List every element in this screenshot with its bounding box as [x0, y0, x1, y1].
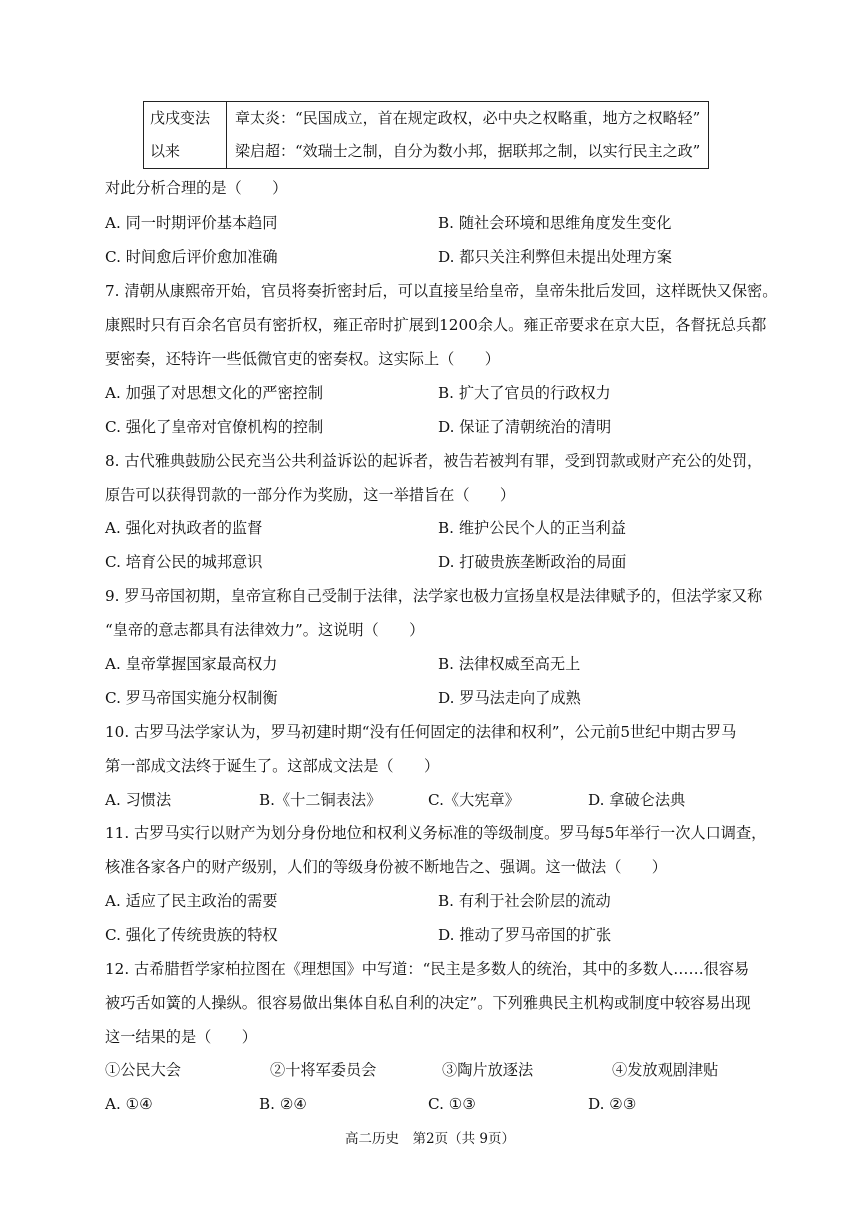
era-line: 戊戌变法 — [150, 109, 211, 127]
q7-option-d: D. 保证了清朝统治的清明 — [438, 418, 612, 436]
q12-item-2: ②十将军委员会 — [270, 1061, 377, 1079]
q9-option-d: D. 罗马法走向了成熟 — [438, 689, 581, 707]
q6-option-d: D. 都只关注利弊但未提出处理方案 — [438, 248, 672, 266]
q12-option-d: D. ②③ — [588, 1095, 637, 1113]
q11-stem-line: 核准各家各户的财产级别，人们的等级身份被不断地告之、强调。这一做法（ ） — [105, 858, 667, 876]
q11-option-d: D. 推动了罗马帝国的扩张 — [438, 926, 612, 944]
quote-zhang: 章太炎：“民国成立，首在规定政权，必中央之权略重，地方之权略轻” — [235, 109, 701, 127]
q6-option-b: B. 随社会环境和思维角度发生变化 — [438, 214, 672, 232]
q9-option-b: B. 法律权威至高无上 — [438, 655, 581, 673]
q10-option-a: A. 习惯法 — [105, 791, 172, 809]
q9-option-a: A. 皇帝掌握国家最高权力 — [105, 655, 278, 673]
q7-stem-line: 康熙时只有百余名官员有密折权，雍正帝时扩展到1200余人。雍正帝要求在京大臣，各督抚总兵都 — [105, 316, 767, 334]
q8-option-a: A. 强化对执政者的监督 — [105, 519, 263, 537]
era-cell — [144, 102, 227, 169]
q9-stem-line: “皇帝的意志都具有法律效力”。这说明（ ） — [105, 621, 425, 639]
q12-stem-line: 这一结果的是（ ） — [105, 1028, 257, 1046]
q7-option-c: C. 强化了皇帝对官僚机构的控制 — [105, 418, 324, 436]
q9-stem-line: 9. 罗马帝国初期，皇帝宣称自己受制于法律，法学家也极力宣扬皇权是法律赋予的，但法学家又称 — [105, 587, 763, 605]
q7-stem-line: 要密奏，还特许一些低微官吏的密奏权。这实际上（ ） — [105, 350, 500, 368]
q11-option-c: C. 强化了传统贵族的特权 — [105, 926, 278, 944]
q7-option-a: A. 加强了对思想文化的严密控制 — [105, 384, 324, 402]
q12-option-c: C. ①③ — [428, 1095, 476, 1113]
era-line: 以来 — [150, 142, 181, 160]
q7-stem-line: 7. 清朝从康熙帝开始，官员将奏折密封后，可以直接呈给皇帝，皇帝朱批后发回，这样既快又保密。 — [105, 282, 778, 300]
q9-option-c: C. 罗马帝国实施分权制衡 — [105, 689, 278, 707]
quote-liang: 梁启超：“效瑞士之制，自分为数小邦，据联邦之制，以实行民主之政” — [235, 142, 701, 160]
q10-option-d: D. 拿破仑法典 — [588, 791, 686, 809]
q12-item-1: ①公民大会 — [105, 1061, 181, 1079]
q8-option-c: C. 培育公民的城邦意识 — [105, 553, 263, 571]
q11-option-a: A. 适应了民主政治的需要 — [105, 892, 278, 910]
q12-item-4: ④发放观剧津贴 — [612, 1061, 719, 1079]
q8-option-b: B. 维护公民个人的正当利益 — [438, 519, 626, 537]
q7-option-b: B. 扩大了官员的行政权力 — [438, 384, 611, 402]
page-footer: 高二历史 第2页（共 9页） — [345, 1131, 515, 1147]
q10-stem-line: 第一部成文法终于诞生了。这部成文法是（ ） — [105, 757, 440, 775]
source-table — [143, 101, 709, 169]
q12-option-b: B. ②④ — [259, 1095, 308, 1113]
q12-stem-line: 被巧舌如簧的人操纵。很容易做出集体自私自利的决定”。下列雅典民主机构或制度中较容易出现 — [105, 994, 751, 1012]
q12-option-a: A. ①④ — [105, 1095, 153, 1113]
q12-stem-line: 12. 古希腊哲学家柏拉图在《理想国》中写道：“民主是多数人的统治，其中的多数人……很容易 — [105, 960, 750, 978]
q8-stem-line: 原告可以获得罚款的一部分作为奖励，这一举措旨在（ ） — [105, 486, 516, 504]
q6-option-c: C. 时间愈后评价愈加准确 — [105, 248, 278, 266]
q11-stem-line: 11. 古罗马实行以财产为划分身份地位和权利义务标准的等级制度。罗马每5年举行一次人口调查， — [105, 824, 767, 842]
q10-option-c: C.《大宪章》 — [428, 791, 520, 809]
q8-option-d: D. 打破贵族垄断政治的局面 — [438, 553, 627, 571]
q8-stem-line: 8. 古代雅典鼓励公民充当公共利益诉讼的起诉者，被告若被判有罪，受到罚款或财产充公的处罚， — [105, 452, 763, 470]
q10-stem-line: 10. 古罗马法学家认为，罗马初建时期“没有任何固定的法律和权利”，公元前5世纪中期古罗马 — [105, 723, 737, 741]
q10-option-b: B.《十二铜表法》 — [259, 791, 382, 809]
quotes-cell — [227, 102, 709, 169]
q6-option-a: A. 同一时期评价基本趋同 — [105, 214, 278, 232]
q11-option-b: B. 有利于社会阶层的流动 — [438, 892, 611, 910]
q6-stem: 对此分析合理的是（ ） — [105, 179, 288, 197]
q12-item-3: ③陶片放逐法 — [442, 1061, 534, 1079]
